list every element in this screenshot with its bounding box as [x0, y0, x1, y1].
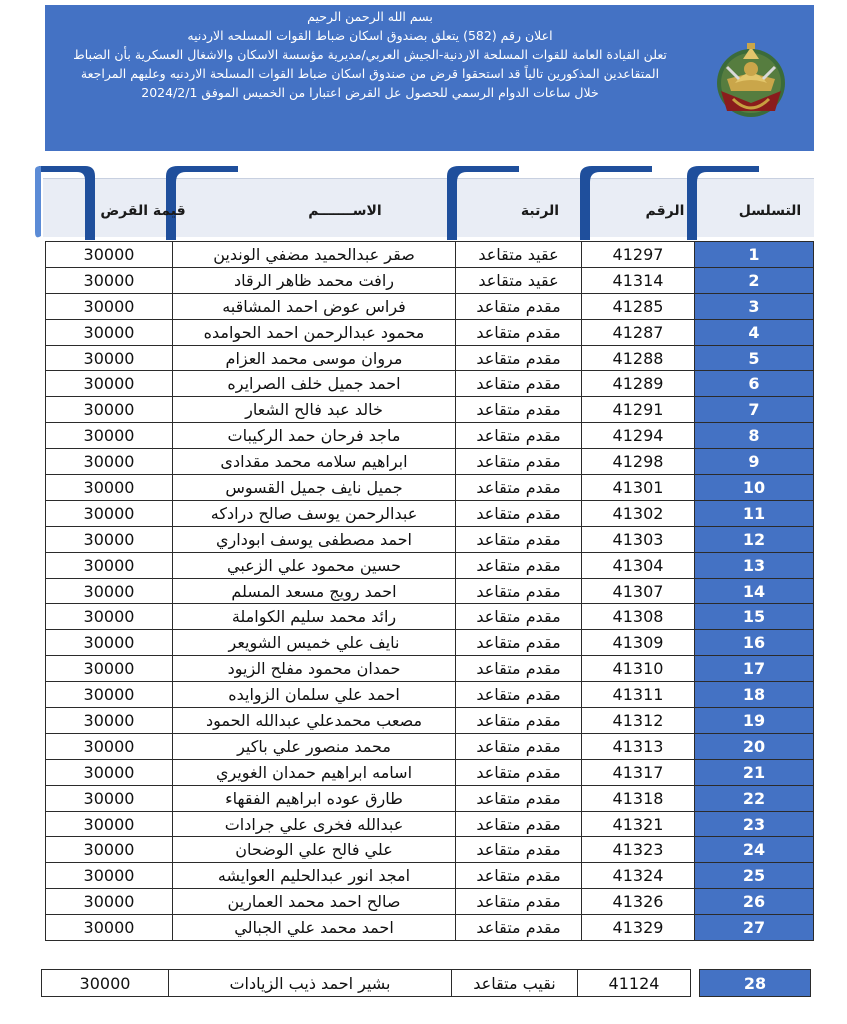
name-cell: احمد مصطفى يوسف ابوداري [173, 526, 456, 552]
table-row [46, 733, 814, 759]
rank-cell: مقدم متقاعد [456, 293, 582, 319]
number-cell: 41312 [582, 708, 695, 734]
table-row [46, 785, 814, 811]
rank-cell: مقدم متقاعد [456, 319, 582, 345]
table-row [46, 656, 814, 682]
number-cell: 41314 [582, 267, 695, 293]
number-cell: 41313 [582, 733, 695, 759]
table-row [46, 837, 814, 863]
column-header-loan: قيمة القرض [100, 203, 186, 219]
name-cell: احمد محمد علي الجبالي [173, 915, 456, 941]
loan-cell: 30000 [46, 785, 173, 811]
number-cell: 41289 [582, 371, 695, 397]
seq-cell: 13 [695, 552, 814, 578]
table-row [46, 552, 814, 578]
name-cell: ابراهيم سلامه محمد مقدادى [173, 449, 456, 475]
loan-cell: 30000 [46, 863, 173, 889]
table-row [46, 578, 814, 604]
loan-cell: 30000 [46, 682, 173, 708]
loan-cell: 30000 [46, 811, 173, 837]
table-row [46, 500, 814, 526]
rank-cell: مقدم متقاعد [456, 708, 582, 734]
column-header-rank: الرتبة [520, 203, 560, 219]
seq-cell: 17 [695, 656, 814, 682]
rank-cell: مقدم متقاعد [456, 811, 582, 837]
number-cell: 41298 [582, 449, 695, 475]
name-cell: امجد انور عبدالحليم العوايشه [173, 863, 456, 889]
loan-cell: 30000 [46, 708, 173, 734]
jordan-armed-forces-emblem-icon [705, 33, 797, 125]
number-cell: 41329 [582, 915, 695, 941]
name-cell: عبدالله فخرى علي جرادات [173, 811, 456, 837]
seq-cell: 11 [695, 500, 814, 526]
number-cell: 41311 [582, 682, 695, 708]
loan-cell: 30000 [46, 578, 173, 604]
loan-cell: 30000 [46, 630, 173, 656]
table-row [46, 397, 814, 423]
number-cell: 41301 [582, 475, 695, 501]
name-cell: احمد رويج مسعد المسلم [173, 578, 456, 604]
name-cell: بشير احمد ذيب الزيادات [169, 970, 452, 997]
table-row [46, 423, 814, 449]
table-row [46, 889, 814, 915]
loan-cell: 30000 [46, 475, 173, 501]
header-line: تعلن القيادة العامة للقوات المسلحة الاردنية-الجيش العربي/مديرية مؤسسة الاسكان والاشغال العسكرية بأن الضباط [73, 47, 667, 62]
name-cell: حمدان محمود مفلح الزيود [173, 656, 456, 682]
header-line: خلال ساعات الدوام الرسمي للحصول عل القرض اعتبارا من الخميس الموفق 2024/2/1 [141, 85, 599, 100]
name-cell: صقر عبدالحميد مضفي الوندين [173, 242, 456, 268]
seq-cell: 24 [695, 837, 814, 863]
seq-cell: 20 [695, 733, 814, 759]
number-cell: 41321 [582, 811, 695, 837]
loan-cell: 30000 [46, 345, 173, 371]
loan-cell: 30000 [46, 242, 173, 268]
rank-cell: مقدم متقاعد [456, 863, 582, 889]
rank-cell: مقدم متقاعد [456, 397, 582, 423]
number-cell: 41323 [582, 837, 695, 863]
loan-cell: 30000 [46, 604, 173, 630]
rank-cell: مقدم متقاعد [456, 604, 582, 630]
loan-cell: 30000 [46, 293, 173, 319]
name-cell: اسامه ابراهيم حمدان الغويري [173, 759, 456, 785]
table-row [46, 682, 814, 708]
loan-cell: 30000 [42, 970, 169, 997]
name-cell: نايف علي خميس الشويعر [173, 630, 456, 656]
table-row [46, 319, 814, 345]
name-cell: خالد عبد فالح الشعار [173, 397, 456, 423]
rank-cell: مقدم متقاعد [456, 656, 582, 682]
number-cell: 41287 [582, 319, 695, 345]
rank-cell: مقدم متقاعد [456, 475, 582, 501]
name-cell: رائد محمد سليم الكواملة [173, 604, 456, 630]
rank-cell: عقيد متقاعد [456, 267, 582, 293]
seq-cell: 26 [695, 889, 814, 915]
name-cell: حسين محمود علي الزعبي [173, 552, 456, 578]
table-row [46, 863, 814, 889]
table-header [35, 166, 814, 240]
number-cell: 41285 [582, 293, 695, 319]
seq-cell: 5 [695, 345, 814, 371]
name-cell: جميل نايف جميل القسوس [173, 475, 456, 501]
seq-cell: 14 [695, 578, 814, 604]
header-line: بسم الله الرحمن الرحيم [307, 9, 433, 24]
number-cell: 41307 [582, 578, 695, 604]
loan-cell: 30000 [46, 656, 173, 682]
name-cell: مصعب محمدعلي عبدالله الحمود [173, 708, 456, 734]
seq-cell: 7 [695, 397, 814, 423]
table-row [46, 345, 814, 371]
loan-cell: 30000 [46, 449, 173, 475]
rank-cell: مقدم متقاعد [456, 423, 582, 449]
seq-cell: 2 [695, 267, 814, 293]
number-cell: 41308 [582, 604, 695, 630]
table-row [46, 915, 814, 941]
rank-cell: نقيب متقاعد [452, 970, 578, 997]
table-row [46, 708, 814, 734]
loan-cell: 30000 [46, 423, 173, 449]
seq-cell: 4 [695, 319, 814, 345]
column-header-number: الرقم [645, 203, 685, 219]
loan-cell: 30000 [46, 526, 173, 552]
table-row [46, 526, 814, 552]
rank-cell: مقدم متقاعد [456, 889, 582, 915]
seq-cell: 25 [695, 863, 814, 889]
announcement-header [45, 5, 814, 151]
rank-cell: مقدم متقاعد [456, 682, 582, 708]
rank-cell: مقدم متقاعد [456, 526, 582, 552]
name-cell: احمد علي سلمان الزوايده [173, 682, 456, 708]
table-row [46, 293, 814, 319]
table-row [46, 630, 814, 656]
number-cell: 41288 [582, 345, 695, 371]
seq-cell: 27 [695, 915, 814, 941]
seq-cell: 16 [695, 630, 814, 656]
rank-cell: مقدم متقاعد [456, 630, 582, 656]
rank-cell: مقدم متقاعد [456, 578, 582, 604]
table-row [46, 811, 814, 837]
number-cell: 41309 [582, 630, 695, 656]
loan-cell: 30000 [46, 552, 173, 578]
loan-cell: 30000 [46, 500, 173, 526]
number-cell: 41297 [582, 242, 695, 268]
rank-cell: مقدم متقاعد [456, 552, 582, 578]
rank-cell: مقدم متقاعد [456, 345, 582, 371]
number-cell: 41302 [582, 500, 695, 526]
rank-cell: مقدم متقاعد [456, 733, 582, 759]
loan-cell: 30000 [46, 837, 173, 863]
seq-cell: 23 [695, 811, 814, 837]
rank-cell: مقدم متقاعد [456, 449, 582, 475]
seq-cell: 12 [695, 526, 814, 552]
header-line: المتقاعدين المذكورين تالياً قد استحقوا قرض من صندوق اسكان ضباط القوات المسلحة الاردنيه وعليهم المراجعة [80, 66, 660, 81]
name-cell: فراس عوض احمد المشاقبه [173, 293, 456, 319]
name-cell: مروان موسى محمد العزام [173, 345, 456, 371]
seq-cell: 22 [695, 785, 814, 811]
table-row [46, 267, 814, 293]
number-cell: 41318 [582, 785, 695, 811]
rank-cell: مقدم متقاعد [456, 837, 582, 863]
seq-cell: 15 [695, 604, 814, 630]
name-cell: طارق عوده ابراهيم الفقهاء [173, 785, 456, 811]
rank-cell: مقدم متقاعد [456, 759, 582, 785]
seq-cell: 10 [695, 475, 814, 501]
table-row [46, 759, 814, 785]
table-row [46, 242, 814, 268]
column-header-name: الاســـــــم [308, 203, 382, 219]
table-row [42, 970, 811, 997]
seq-cell: 6 [695, 371, 814, 397]
table-row [46, 604, 814, 630]
seq-cell: 1 [695, 242, 814, 268]
seq-cell: 8 [695, 423, 814, 449]
seq-cell: 19 [695, 708, 814, 734]
loan-recipients-table [45, 241, 814, 941]
name-cell: ماجد فرحان حمد الركيبات [173, 423, 456, 449]
number-cell: 41124 [578, 970, 691, 997]
name-cell: احمد جميل خلف الصرايره [173, 371, 456, 397]
seq-cell: 9 [695, 449, 814, 475]
gap-cell [691, 970, 700, 997]
number-cell: 41326 [582, 889, 695, 915]
loan-cell: 30000 [46, 733, 173, 759]
rank-cell: عقيد متقاعد [456, 242, 582, 268]
header-line: اعلان رقم (582) يتعلق بصندوق اسكان ضباط القوات المسلحه الاردنيه [187, 28, 553, 43]
number-cell: 41310 [582, 656, 695, 682]
loan-cell: 30000 [46, 759, 173, 785]
seq-cell: 18 [695, 682, 814, 708]
extra-row-table [41, 969, 811, 997]
number-cell: 41291 [582, 397, 695, 423]
number-cell: 41294 [582, 423, 695, 449]
table-row [46, 371, 814, 397]
number-cell: 41303 [582, 526, 695, 552]
seq-cell: 28 [700, 970, 811, 997]
loan-cell: 30000 [46, 319, 173, 345]
rank-cell: مقدم متقاعد [456, 915, 582, 941]
loan-cell: 30000 [46, 267, 173, 293]
name-cell: عبدالرحمن يوسف صالح درادكه [173, 500, 456, 526]
seq-cell: 21 [695, 759, 814, 785]
name-cell: رافت محمد ظاهر الرقاد [173, 267, 456, 293]
rank-cell: مقدم متقاعد [456, 371, 582, 397]
table-row [46, 449, 814, 475]
number-cell: 41304 [582, 552, 695, 578]
number-cell: 41324 [582, 863, 695, 889]
rank-cell: مقدم متقاعد [456, 785, 582, 811]
rank-cell: مقدم متقاعد [456, 500, 582, 526]
announcement-text [45, 7, 695, 102]
name-cell: محمود عبدالرحمن احمد الحوامده [173, 319, 456, 345]
loan-cell: 30000 [46, 397, 173, 423]
loan-cell: 30000 [46, 889, 173, 915]
column-header-seq: التسلسل [738, 203, 802, 219]
name-cell: صالح احمد محمد العمارين [173, 889, 456, 915]
loan-cell: 30000 [46, 371, 173, 397]
name-cell: محمد منصور علي باكير [173, 733, 456, 759]
table-row [46, 475, 814, 501]
loan-cell: 30000 [46, 915, 173, 941]
seq-cell: 3 [695, 293, 814, 319]
name-cell: علي فالح علي الوضحان [173, 837, 456, 863]
number-cell: 41317 [582, 759, 695, 785]
